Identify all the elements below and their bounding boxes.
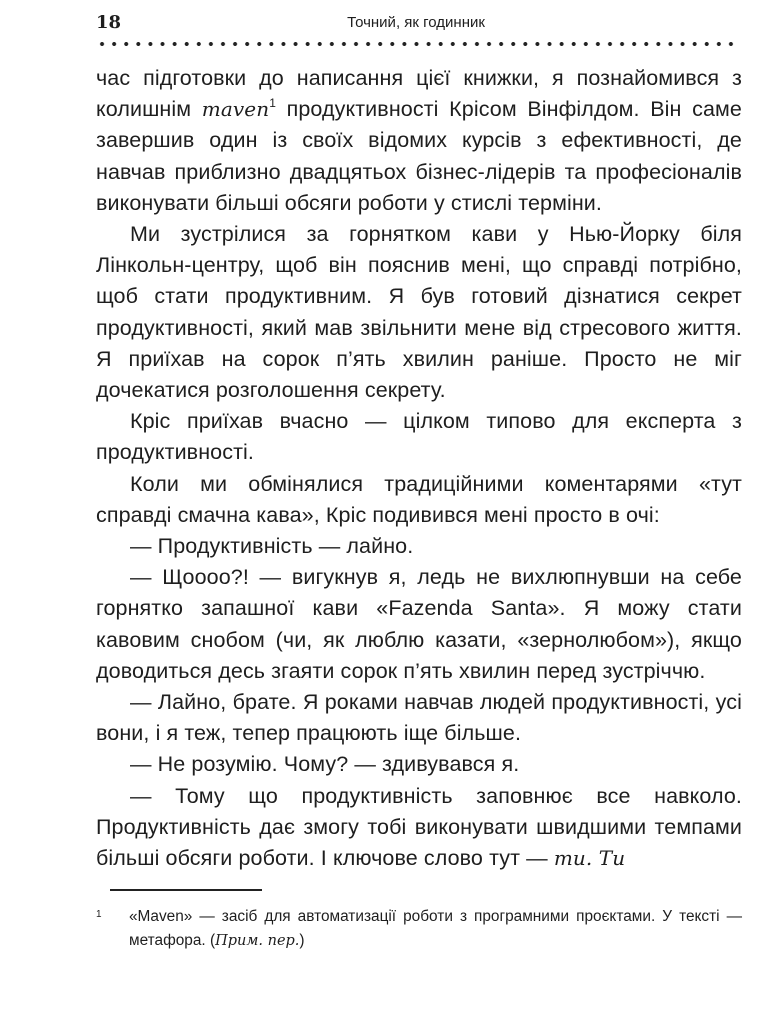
paragraph-4: Коли ми обмінялися традиційними коментарями «тут справді смачна кава», Кріс подивився мені просто в очі:: [96, 471, 742, 527]
footnote-rule: [110, 889, 262, 891]
dialogue-line-4: — Не розумію. Чому? — здивувався я.: [130, 752, 520, 777]
footnote: [96, 905, 742, 953]
emphasis-ti: ти. Ти: [553, 846, 626, 871]
dialogue-line-3: — Лайно, брате. Я роками навчав людей продуктивності, усі вони, і я теж, тепер працюють іще більше.: [96, 690, 742, 746]
footnote-text-b: ): [299, 932, 305, 949]
paragraph-1-text-a: час підготовки до написання цієї книжки, я познайомився з колишнім: [96, 66, 742, 122]
dotted-divider: [96, 41, 736, 47]
dialogue-line-5: [96, 781, 742, 875]
page-header: [96, 12, 736, 36]
footnote-body: [96, 905, 742, 953]
page-number: 18: [96, 12, 122, 33]
footnote-ref: 1: [269, 96, 276, 111]
dialogue-line-5-text: — Тому що продуктивність заповнює все навколо. Продуктивність дає змогу тобі виконувати швидшими темпами більші обсяги роботи. І ключове слово тут —: [96, 783, 742, 871]
dialogue-line-1: — Продуктивність — лайно.: [130, 534, 414, 559]
maven-term: maven: [201, 97, 270, 122]
paragraph-2: Ми зустрілися за горнятком кави у Нью-Йорку біля Лінкольн-центру, щоб він пояснив мені, що справді потрібно, щоб стати продуктивним. Я був готовий дізнатися секрет продуктивності, який мав звільнити мене від стресового життя. Я приїхав на сорок п’ять хвилин раніше. Просто не міг дочекатися розголошення секрету.: [96, 222, 742, 403]
running-title: Точний, як годинник: [347, 14, 485, 31]
paragraph-1-text-b: продуктивності Крісом Вінфілдом. Він саме завершив один із своїх відомих курсів з ефективності, де навчав приблизно двадцятьох бізнес-лідерів та професіоналів виконувати більші обсяги роботи у стислі терміни.: [96, 97, 742, 215]
paragraph-3: Кріс приїхав вчасно — цілком типово для експерта з продуктивності.: [96, 409, 742, 465]
footnote-text-a: «Maven» — засіб для автоматизації роботи з програмними проєктами. У тексті — метафора. (: [129, 908, 742, 949]
paragraph-1: [96, 63, 742, 219]
dialogue-line-2: — Щоооо?! — вигукнув я, ледь не вихлюпнувши на себе горнятко запашної кави «Fazenda Santa». Я можу стати кавовим снобом (чи, як люблю казати, «зернолюбом»), якщо доводиться десь згаяти сорок п’ять хвилин перед зустріччю.: [96, 565, 742, 683]
footnote-italic: Прим. пер.: [215, 933, 300, 949]
footnote-mark: 1: [96, 909, 102, 920]
main-text: [96, 63, 742, 874]
